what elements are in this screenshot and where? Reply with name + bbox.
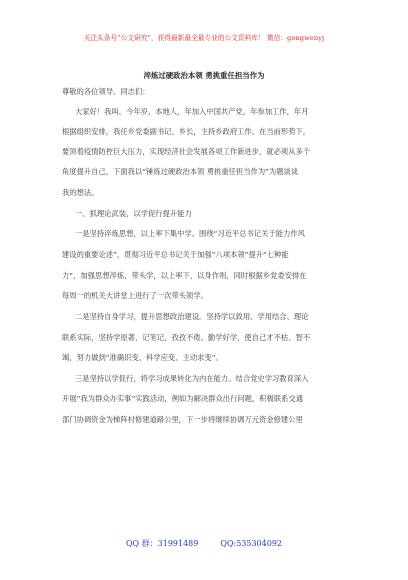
body-line: 一是坚持淬炼思想，以上率下集中学。围绕“习近平总书记关于能力作风 (75, 229, 305, 238)
body-line: 角度提升自己，下面我以“锤炼过硬政治本领 勇挑重任担当作为”为题谈谈 (62, 167, 299, 176)
body-line: 部门协调资金为梯阵村修建道路公里，下一步将继续协调万元资金修建公里 (62, 415, 303, 424)
footer-contacts (0, 538, 408, 549)
document-title: 淬炼过硬政治本领 勇挑重任担当作为 (143, 71, 265, 80)
body-line: 联系实际，坚持学原著、记笔记，孜孜不倦、勤学好学，使自己才不枯、智不 (62, 333, 311, 342)
body-line: 我的想法。 (62, 188, 99, 197)
body-line: 要顶着疫情防控巨大压力，实现经济社会发展各项工作新进步，就必须从多个 (62, 147, 311, 156)
footer-qq-group: QQ 群：31991489 (125, 539, 199, 548)
body-line: 竭，努力做到“准确识变、科学应变、主动求变”。 (62, 353, 223, 362)
body-line: 大家好！我叫，今年岁，本地人，年加入中国共产党，年参加工作，年月 (75, 107, 309, 116)
body-line: 力”，加强思想淬炼，带头学，以上率下，以身作则，同时根据乡党委安排在 (62, 271, 307, 280)
body-line: 根据组织安排，我任乡党委副书记、乡长，主持乡政府工作。在当前形势下， (62, 127, 311, 136)
header-note: 关注头条号“公文研究”，获得最新最全最专业的公文资料库！ 微信：gongwenyj (83, 34, 325, 42)
body-line: 三是坚持以学促行，将学习成果转化为内在能力。结合党史学习教育深入 (75, 374, 309, 383)
footer-qq: QQ:535304092 (220, 539, 282, 548)
body-line: 每周一的机关大讲堂上进行了一次带头领学。 (62, 291, 208, 300)
body-line: 二是坚持自身学习，提升思想政治建设。坚持学以致用、学用结合、理论 (75, 312, 309, 321)
body-line: 开展“我为群众办实事”实践活动，例如为解决群众出行问题，积极联系交通 (62, 394, 304, 403)
salutation-line: 尊敬的各位领导、同志们： (62, 87, 150, 96)
section-heading: 一、抓理论武装，以学促行提升能力 (75, 209, 192, 218)
body-line: 建设的重要论述”，贯彻习近平总书记关于加强“八项本领”提升“七种能 (62, 250, 289, 259)
